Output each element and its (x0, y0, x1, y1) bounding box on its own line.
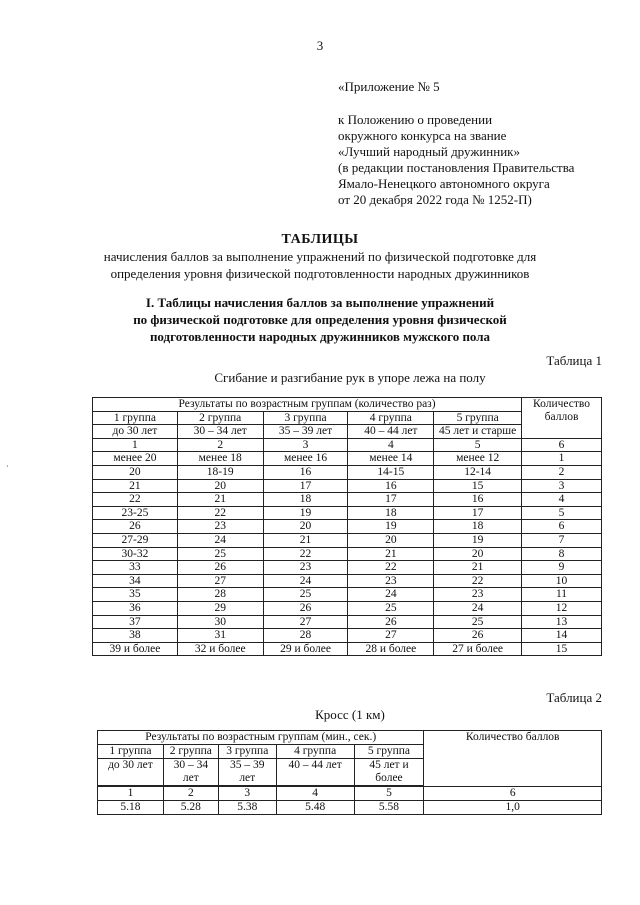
table-cell: 19 (434, 533, 522, 547)
table-cell: 26 (348, 615, 434, 629)
table1-age: 45 лет и старше (434, 425, 522, 439)
table-cell: 26 (263, 601, 348, 615)
table-row (93, 452, 602, 466)
table-cell: 13 (522, 615, 602, 629)
table-cell: 21 (177, 493, 263, 507)
table-cell: 5.18 (98, 801, 164, 815)
table1-column-number: 5 (434, 438, 522, 452)
table2-group: 3 группа (218, 745, 276, 759)
table-cell: 25 (348, 601, 434, 615)
table-cell: менее 14 (348, 452, 434, 466)
table-cell: 27-29 (93, 533, 178, 547)
table-row (93, 479, 602, 493)
section-title-line: I. Таблицы начисления баллов за выполнение упражнений (145, 295, 495, 310)
table-row (93, 642, 602, 656)
table-row (93, 561, 602, 575)
table-cell: 18 (434, 520, 522, 534)
table1-header-points: Количество баллов (522, 398, 602, 439)
table-cell: менее 12 (434, 452, 522, 466)
table-cell: 17 (434, 506, 522, 520)
table1-age: 35 – 39 лет (263, 425, 348, 439)
table-cell: 22 (348, 561, 434, 575)
table-cell: 1 (522, 452, 602, 466)
table-cell: 26 (177, 561, 263, 575)
table1-column-number: 6 (522, 438, 602, 452)
table-cell: 18 (263, 493, 348, 507)
annex-line: окружного конкурса на звание (338, 128, 507, 143)
section-title-line: по физической подготовке для определения уровня физической (133, 312, 507, 327)
table-cell: 5.58 (354, 801, 424, 815)
table-cell: 28 (263, 629, 348, 643)
table2-column-number: 1 (98, 786, 164, 801)
table-cell: 24 (177, 533, 263, 547)
table-cell: 16 (263, 465, 348, 479)
table-cell: 27 (177, 574, 263, 588)
table-cell: 5 (522, 506, 602, 520)
table-cell: 26 (93, 520, 178, 534)
table-cell: 23-25 (93, 506, 178, 520)
table-cell: 21 (434, 561, 522, 575)
table-cell: 30-32 (93, 547, 178, 561)
table-cell: 17 (348, 493, 434, 507)
table1-column-number: 3 (263, 438, 348, 452)
table1-header-group: Результаты по возрастным группам (количество раз) (93, 398, 522, 412)
table-cell: 28 и более (348, 642, 434, 656)
table1-group: 5 группа (434, 411, 522, 425)
table2-column-numbers-row (98, 786, 602, 801)
table-cell: 7 (522, 533, 602, 547)
table-cell: 16 (348, 479, 434, 493)
table-cell: менее 16 (263, 452, 348, 466)
table-cell: 18 (348, 506, 434, 520)
annex-line: Ямало-Ненецкого автономного округа (338, 176, 550, 191)
table-cell: 3 (522, 479, 602, 493)
table-cell: 21 (93, 479, 178, 493)
table-cell: менее 20 (93, 452, 178, 466)
table2-age: 45 лет и более (354, 759, 424, 787)
table2-column-number: 2 (163, 786, 218, 801)
table-cell: 27 (263, 615, 348, 629)
table-cell: 22 (93, 493, 178, 507)
table2-label: Таблица 2 (546, 690, 602, 705)
table-cell: 10 (522, 574, 602, 588)
table-cell: 34 (93, 574, 178, 588)
table1-age: 30 – 34 лет (177, 425, 263, 439)
table2-age: до 30 лет (98, 759, 164, 787)
table1-group: 4 группа (348, 411, 434, 425)
table-cell: 27 и более (434, 642, 522, 656)
table1-group: 3 группа (263, 411, 348, 425)
table-cell: 1,0 (424, 801, 602, 815)
main-title: ТАБЛИЦЫ (281, 232, 359, 247)
table2-column-number: 4 (276, 786, 354, 801)
table-cell: 37 (93, 615, 178, 629)
table-row (93, 588, 602, 602)
table-cell: 4 (522, 493, 602, 507)
table-row (93, 574, 602, 588)
annex-title: «Приложение № 5 (338, 79, 440, 94)
main-subtitle-line: начисления баллов за выполнение упражнений по физической подготовке для (103, 249, 537, 264)
table-cell: 18-19 (177, 465, 263, 479)
table1-column-number: 4 (348, 438, 434, 452)
table1-group: 1 группа (93, 411, 178, 425)
table-cell: 17 (263, 479, 348, 493)
table2-age: 40 – 44 лет (276, 759, 354, 787)
table-row (93, 615, 602, 629)
table2-column-number: 3 (218, 786, 276, 801)
table-cell: 28 (177, 588, 263, 602)
table-row (93, 520, 602, 534)
annex-body (338, 112, 574, 208)
table-cell: 5.48 (276, 801, 354, 815)
table-cell: 23 (177, 520, 263, 534)
table-cell: 15 (522, 642, 602, 656)
table-cell: 23 (263, 561, 348, 575)
table-cell: 31 (177, 629, 263, 643)
table-cell: менее 18 (177, 452, 263, 466)
table-cell: 25 (434, 615, 522, 629)
table-cell: 6 (522, 520, 602, 534)
table2-group: 4 группа (276, 745, 354, 759)
table2-group: 2 группа (163, 745, 218, 759)
annex-line: (в редакции постановления Правительства (338, 160, 575, 175)
main-subtitle-line: определения уровня физической подготовленности народных дружинников (110, 266, 530, 281)
table-cell: 25 (263, 588, 348, 602)
table-cell: 24 (348, 588, 434, 602)
table-cell: 25 (177, 547, 263, 561)
table-cell: 19 (348, 520, 434, 534)
table-cell: 23 (434, 588, 522, 602)
table-cell: 14 (522, 629, 602, 643)
table-cell: 35 (93, 588, 178, 602)
table-row (98, 801, 602, 815)
table-cell: 2 (522, 465, 602, 479)
table-cell: 5.38 (218, 801, 276, 815)
table1-column-number: 2 (177, 438, 263, 452)
table2-caption: Кросс (1 км) (315, 707, 385, 722)
page-number: 3 (316, 38, 324, 53)
table1-caption: Сгибание и разгибание рук в упоре лежа на полу (214, 370, 486, 385)
table-row (93, 629, 602, 643)
main-subtitle (0, 248, 640, 282)
annex-line: «Лучший народный дружинник» (338, 144, 520, 159)
table-cell: 20 (263, 520, 348, 534)
table-cell: 27 (348, 629, 434, 643)
table-cell: 20 (434, 547, 522, 561)
table-row (93, 547, 602, 561)
table-cell: 36 (93, 601, 178, 615)
table-cell: 30 (177, 615, 263, 629)
table-row (93, 533, 602, 547)
table-cell: 11 (522, 588, 602, 602)
table-row (93, 493, 602, 507)
table-cell: 32 и более (177, 642, 263, 656)
table-cell: 21 (263, 533, 348, 547)
table1-group: 2 группа (177, 411, 263, 425)
table-cell: 29 (177, 601, 263, 615)
table-row (93, 601, 602, 615)
table-cell: 14-15 (348, 465, 434, 479)
table2-age: 30 – 34 лет (163, 759, 218, 787)
table-cell: 16 (434, 493, 522, 507)
section-title (0, 294, 640, 345)
table1-label: Таблица 1 (546, 353, 602, 368)
table-cell: 39 и более (93, 642, 178, 656)
table-cell: 22 (434, 574, 522, 588)
table2-header-group: Результаты по возрастным группам (мин., сек.) (98, 731, 424, 745)
annex-line: от 20 декабря 2022 года № 1252-П) (338, 192, 532, 207)
table-cell: 23 (348, 574, 434, 588)
table-cell: 26 (434, 629, 522, 643)
section-title-line: подготовленности народных дружинников мужского пола (149, 329, 491, 344)
table-cell: 15 (434, 479, 522, 493)
table-cell: 33 (93, 561, 178, 575)
table2-group: 1 группа (98, 745, 164, 759)
table2-group: 5 группа (354, 745, 424, 759)
table-cell: 29 и более (263, 642, 348, 656)
table-cell: 8 (522, 547, 602, 561)
table1-column-numbers-row (93, 438, 602, 452)
table1 (92, 397, 602, 656)
table-row (93, 465, 602, 479)
table-cell: 24 (434, 601, 522, 615)
annex-line: к Положению о проведении (338, 112, 493, 127)
table-cell: 20 (348, 533, 434, 547)
table1-age: до 30 лет (93, 425, 178, 439)
table2-column-number: 6 (424, 786, 602, 801)
table-cell: 9 (522, 561, 602, 575)
table2-header-points: Количество баллов (424, 731, 602, 787)
table2 (97, 730, 602, 815)
table2-column-number: 5 (354, 786, 424, 801)
table-row (93, 506, 602, 520)
margin-dot: · (6, 462, 9, 471)
table-cell: 12-14 (434, 465, 522, 479)
table-cell: 21 (348, 547, 434, 561)
table-cell: 38 (93, 629, 178, 643)
table1-age: 40 – 44 лет (348, 425, 434, 439)
table-cell: 19 (263, 506, 348, 520)
table-cell: 22 (263, 547, 348, 561)
table-cell: 22 (177, 506, 263, 520)
table-cell: 20 (93, 465, 178, 479)
table2-age: 35 – 39 лет (218, 759, 276, 787)
table1-column-number: 1 (93, 438, 178, 452)
table-cell: 20 (177, 479, 263, 493)
table-cell: 5.28 (163, 801, 218, 815)
table-cell: 24 (263, 574, 348, 588)
table-cell: 12 (522, 601, 602, 615)
